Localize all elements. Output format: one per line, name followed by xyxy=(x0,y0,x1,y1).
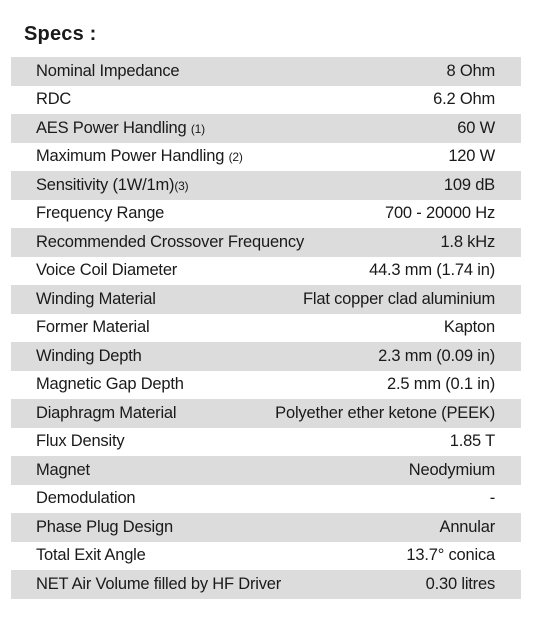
spec-value: 8 Ohm xyxy=(446,61,495,80)
spec-row-aes-power-handling xyxy=(11,114,521,143)
spec-value: 0.30 litres xyxy=(425,574,495,593)
spec-label-text: Total Exit Angle xyxy=(36,546,146,565)
spec-label xyxy=(36,176,188,195)
spec-label-text: Nominal Impedance xyxy=(36,61,180,80)
spec-label-text: Voice Coil Diameter xyxy=(36,261,178,280)
spec-value: 1.8 kHz xyxy=(440,232,495,251)
spec-row-winding-depth xyxy=(11,342,521,371)
spec-value: 109 dB xyxy=(443,175,495,194)
spec-value: 120 W xyxy=(448,147,495,166)
spec-label-text: Phase Plug Design xyxy=(36,517,173,536)
spec-value: Neodymium xyxy=(408,460,495,479)
spec-row-maximum-power-handling xyxy=(11,143,521,172)
spec-value: 700 - 20000 Hz xyxy=(384,204,495,223)
spec-row-winding-material xyxy=(11,285,521,314)
spec-label xyxy=(36,147,243,166)
spec-label xyxy=(36,62,179,81)
spec-label xyxy=(36,518,173,537)
spec-label-text: Diaphragm Material xyxy=(36,403,177,422)
spec-row-demodulation xyxy=(11,485,521,514)
spec-value: Kapton xyxy=(443,318,495,337)
footnote-ref: (1) xyxy=(190,121,205,136)
footnote-ref: (3) xyxy=(174,178,189,193)
spec-label-text: Recommended Crossover Frequency xyxy=(36,232,304,251)
spec-row-total-exit-angle xyxy=(11,542,521,571)
spec-value: - xyxy=(489,489,495,508)
spec-row-nominal-impedance xyxy=(11,57,521,86)
spec-row-magnetic-gap-depth xyxy=(11,371,521,400)
specs-table xyxy=(11,57,521,599)
spec-row-rdc xyxy=(11,86,521,115)
spec-label-text: Flux Density xyxy=(36,432,125,451)
spec-label xyxy=(36,404,176,423)
spec-label-text: Demodulation xyxy=(36,489,136,508)
spec-label xyxy=(36,347,142,366)
spec-label xyxy=(36,461,90,480)
spec-row-magnet xyxy=(11,456,521,485)
footnote-ref: (2) xyxy=(228,150,243,165)
spec-label-text: AES Power Handling xyxy=(36,118,191,137)
spec-label xyxy=(36,261,177,280)
spec-row-sensitivity xyxy=(11,171,521,200)
spec-row-diaphragm-material xyxy=(11,399,521,428)
specs-heading: Specs : xyxy=(24,23,97,45)
spec-label-text: Magnet xyxy=(36,460,90,479)
spec-row-flux-density xyxy=(11,428,521,457)
spec-value: 1.85 T xyxy=(449,432,495,451)
spec-label-text: Winding Depth xyxy=(36,346,142,365)
spec-label xyxy=(36,432,124,451)
spec-label-text: Maximum Power Handling xyxy=(36,147,229,166)
spec-label xyxy=(36,290,156,309)
spec-label xyxy=(36,375,184,394)
spec-label xyxy=(36,119,205,138)
spec-label-text: NET Air Volume filled by HF Driver xyxy=(36,574,282,593)
spec-label-text: Winding Material xyxy=(36,289,156,308)
spec-value: 2.3 mm (0.09 in) xyxy=(378,346,495,365)
spec-label xyxy=(36,575,281,594)
spec-row-voice-coil-diameter xyxy=(11,257,521,286)
spec-label-text: Sensitivity (1W/1m) xyxy=(36,175,175,194)
spec-row-recommended-crossover-frequency xyxy=(11,228,521,257)
spec-label xyxy=(36,546,146,565)
spec-value: 2.5 mm (0.1 in) xyxy=(387,375,495,394)
spec-label xyxy=(36,318,149,337)
spec-value: Polyether ether ketone (PEEK) xyxy=(275,403,495,422)
spec-label-text: Magnetic Gap Depth xyxy=(36,375,184,394)
spec-label xyxy=(36,233,304,252)
spec-row-former-material xyxy=(11,314,521,343)
spec-value: Annular xyxy=(439,517,495,536)
spec-row-net-air-volume xyxy=(11,570,521,599)
spec-value: Flat copper clad aluminium xyxy=(303,289,495,308)
spec-label xyxy=(36,90,71,109)
spec-label xyxy=(36,489,135,508)
spec-label xyxy=(36,204,164,223)
spec-value: 13.7° conica xyxy=(406,546,495,565)
spec-value: 44.3 mm (1.74 in) xyxy=(369,261,495,280)
spec-value: 6.2 Ohm xyxy=(433,90,495,109)
spec-label-text: Frequency Range xyxy=(36,204,165,223)
spec-label-text: RDC xyxy=(36,90,72,109)
spec-row-phase-plug-design xyxy=(11,513,521,542)
spec-label-text: Former Material xyxy=(36,318,150,337)
spec-row-frequency-range xyxy=(11,200,521,229)
spec-value: 60 W xyxy=(457,118,495,137)
